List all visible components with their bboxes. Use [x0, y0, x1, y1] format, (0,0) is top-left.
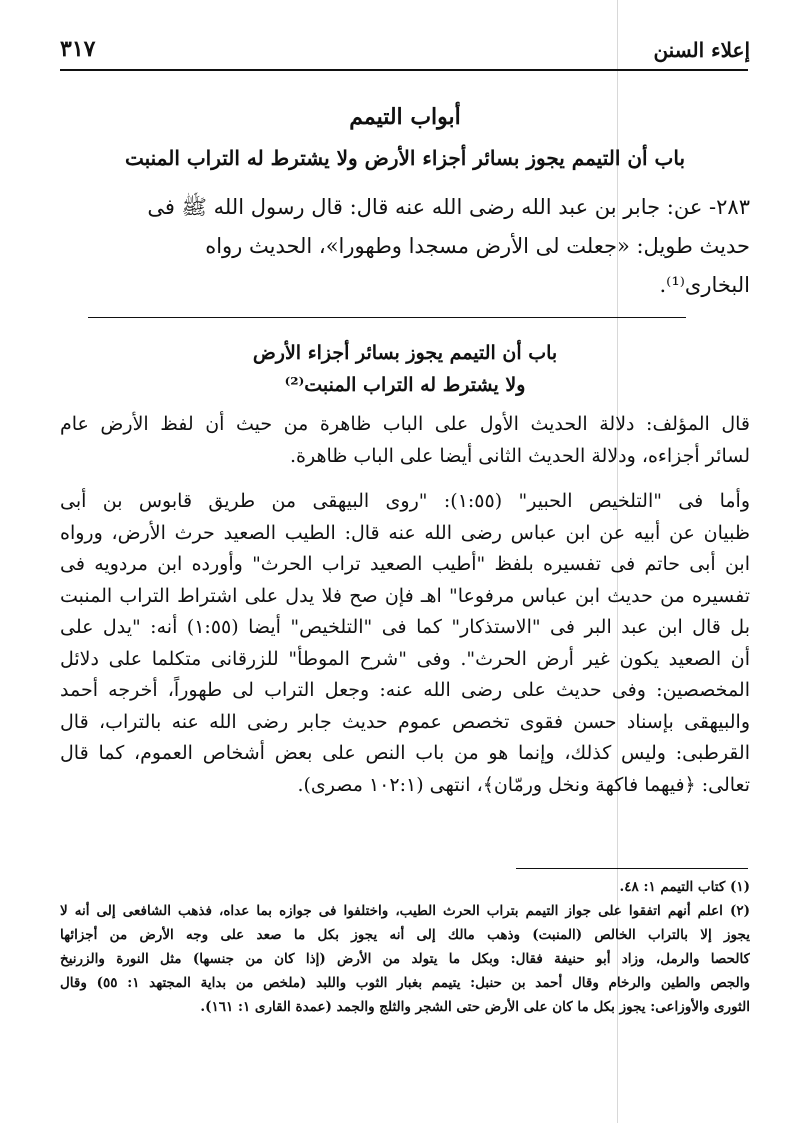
commentary-line: والبيهقى بإسناد حسن فقوى تخصص عموم حديث جابر رضى الله عنه بالتراب، قال [60, 710, 750, 733]
hadith-text [78, 188, 750, 305]
page-number: ٣١٧ [60, 36, 96, 62]
commentary-text [60, 409, 750, 801]
running-header [60, 34, 750, 68]
footnote-2-line: يجوز إلا بالتراب الخالص (المنبت) وذهب مالك إلى أنه يجوز بكل ما صعد على وجه الأرض من أجزائها [60, 927, 750, 943]
footnote-1: (١) كتاب التيمم ١: ٤٨. [619, 879, 750, 895]
header-divider [60, 69, 748, 71]
commentary-heading-line: باب أن التيمم يجوز بسائر أجزاء الأرض [252, 342, 558, 364]
footnotes [60, 875, 750, 1019]
footnote-2-line: كالحصا والرمل، وزاد أبو حنيفة فقال: وبكل ما يتولد من الأرض (إذا كان من جنسها) مثل النورة والزرنيخ [60, 951, 750, 967]
footnote-2-line: (٢) اعلم أنهم اتفقوا على جواز التيمم بتراب الحرث الطيب، واختلفوا فى جوازه بما عداه، فذهب الشافعى إلى أنه لا [60, 903, 750, 919]
commentary-line: تعالى: ﴿فيهما فاكهة ونخل ورمّان﴾، انتهى (١٠٢:١ مصرى). [297, 773, 750, 796]
footnote-divider [516, 868, 748, 869]
commentary-line: القرطبى: وليس كذلك، وإنما هو من باب النص على بعض أشخاص العموم، كما قال [60, 742, 750, 764]
chapter-heading: أبواب التيمم [349, 104, 461, 130]
commentary-line: تفسيره من حديث ابن عباس مرفوعا" اهـ فإن صح فلا يدل على اشتراط التراب المنبت [60, 584, 750, 607]
commentary-line: ابن أبى حاتم فى تفسيره بلفظ "أطيب الصعيد تراب الحرث" وأورده ابن مردويه فى [60, 553, 750, 575]
commentary-line: لسائر أجزاءه، ودلالة الحديث الثانى أيضا على الباب ظاهرة. [289, 444, 750, 467]
hadith-line: البخارى⁽¹⁾. [659, 273, 750, 297]
commentary-line: وأما فى "التلخيص الحبير" (١:٥٥): "روى البيهقى من طريق قابوس بن أبى [60, 490, 750, 512]
hadith-line: ٢٨٣- عن: جابر بن عبد الله رضى الله عنه قال: قال رسول الله ﷺ فى [147, 195, 750, 219]
hadith-line: حديث طويل: «جعلت لى الأرض مسجدا وطهورا»، الحديث رواه [205, 234, 750, 258]
commentary-line: أن الصعيد يكون غير أرض الحرث". وفى "شرح الموطأ" للزرقانى متكلما على دلائل [60, 647, 750, 670]
commentary-heading [60, 337, 750, 401]
commentary-line: المخصصين: وفى حديث على رضى الله عنه: وجعل التراب لى طهوراً، أخرجه أحمد [60, 679, 750, 701]
commentary-line: ظبيان عن أبيه عن ابن عباس رضى الله عنه قال: الطيب الصعيد حرث الأرض، ورواه [60, 521, 750, 544]
footnote-2-line: الثورى والأوزاعى: يجوز بكل ما كان على الأرض حتى الشجر والثلج والجمد (عمدة القارى ١: ١٦١). [200, 999, 750, 1015]
footnote-2-line: والجص والطين والرخام وقال أحمد بن حنبل: يتيمم بغبار الثوب واللبد (ملخص من بداية المجتهد ١: ٥٥) وقال [60, 975, 750, 991]
book-title: إعلاء السنن [653, 38, 750, 62]
commentary-line: بل قال ابن عبد البر فى "الاستذكار" كما فى "التلخيص" أيضا (١:٥٥) أنه: "يدل على [60, 616, 750, 638]
section-divider [88, 317, 686, 318]
commentary-line: قال المؤلف: دلالة الحديث الأول على الباب ظاهرة من حيث أن لفظ الأرض عام [60, 413, 750, 435]
section-heading: باب أن التيمم يجوز بسائر أجزاء الأرض ولا يشترط له التراب المنبت [124, 146, 686, 170]
commentary-heading-line: ولا يشترط له التراب المنبت⁽²⁾ [284, 374, 526, 396]
paragraph-gap [60, 472, 750, 486]
